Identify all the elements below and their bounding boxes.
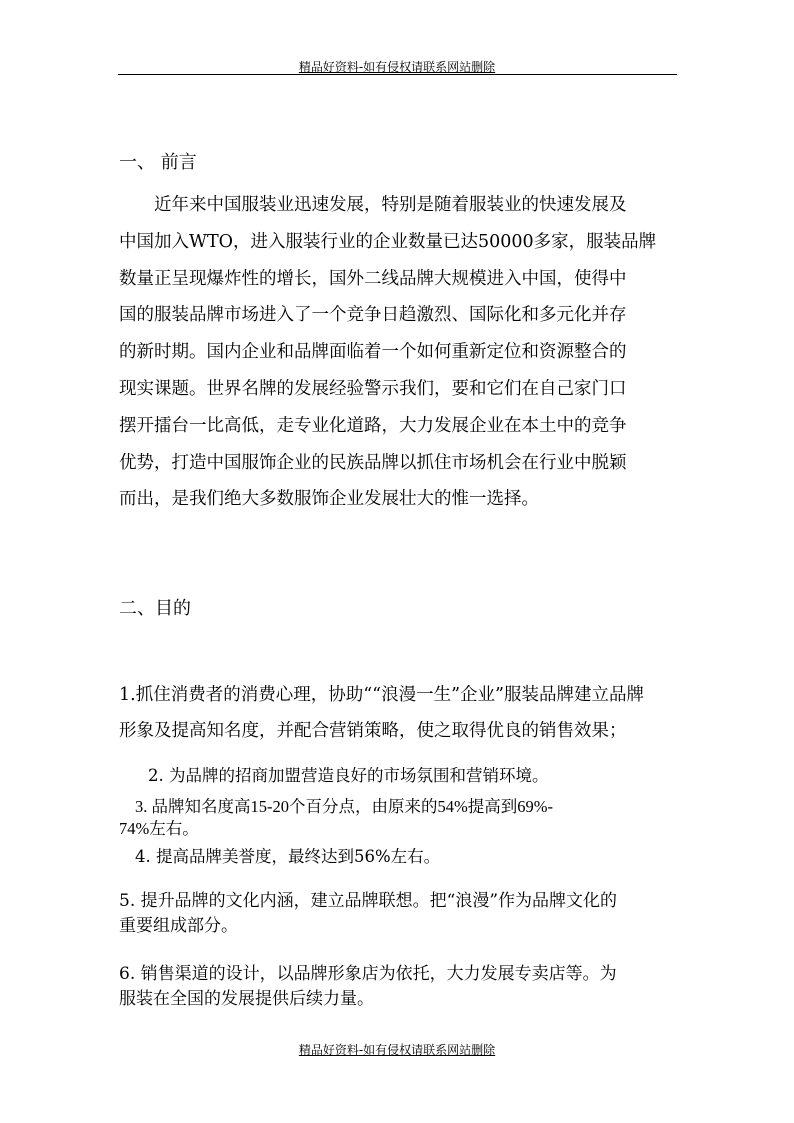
goal-line: 1.抓住消费者的消费心理，协助““浪漫一生”企业”服装品牌建立品牌 [119,685,644,705]
paragraph-line: 数量正呈现爆炸性的增长，国外二线品牌大规模进入中国，使得中 [119,268,627,289]
goal-line: 3. 品牌知名度高15-20个百分点，由原来的54%提高到69%- [135,797,553,816]
paragraph-line: 近年来中国服装业迅速发展，特别是随着服装业的快速发展及 [154,195,627,215]
goal-item-6 [119,962,617,1012]
goal-item-3 [119,796,553,840]
goal-line: 5. 提升品牌的文化内涵，建立品牌联想。把“浪漫”作为品牌文化的 [119,891,618,911]
page-footer: 精品好资料-如有侵权请联系网站删除 [298,1043,496,1057]
goal-item-2: 2. 为品牌的招商加盟营造良好的市场氛围和营销环境。 [148,766,549,785]
paragraph-line: 优势，打造中国服饰企业的民族品牌以抓住市场机会在行业中脱颖 [119,452,627,473]
section-heading-purpose: 二、目的 [119,598,191,619]
paragraph-line: 现实课题。世界名牌的发展经验警示我们，要和它们在自己家门口 [119,378,627,399]
paragraph-line: 国的服装品牌市场进入了一个竞争日趋激烈、国际化和多元化并存 [119,305,627,326]
goal-line: 形象及提高知名度，并配合营销策略，使之取得优良的销售效果； [119,721,627,741]
paragraph-line: 中国加入WTO，进入服装行业的企业数量已达50000多家，服装品牌 [119,231,657,252]
goal-line: 服装在全国的发展提供后续力量。 [119,989,374,1009]
section-heading-preface: 一、 前言 [119,152,197,173]
goal-line: 6. 销售渠道的设计，以品牌形象店为依托，大力发展专卖店等。为 [119,964,617,984]
goal-item-1 [119,677,679,749]
paragraph-line: 而出，是我们绝大多数服饰企业发展壮大的惟一选择。 [119,489,539,510]
preface-paragraph [119,187,679,518]
goal-item-5 [119,889,617,939]
goal-item-4: 4. 提高品牌美誉度，最终达到56%左右。 [135,847,441,866]
page-header: 精品好资料-如有侵权请联系网站删除 [298,60,496,74]
goal-line: 重要组成部分。 [119,916,238,936]
paragraph-line: 的新时期。国内企业和品牌面临着一个如何重新定位和资源整合的 [119,342,627,363]
goal-line: 74%左右。 [119,819,199,838]
header-rule [118,74,677,75]
paragraph-line: 摆开擂台一比高低，走专业化道路，大力发展企业在本土中的竞争 [119,415,627,436]
